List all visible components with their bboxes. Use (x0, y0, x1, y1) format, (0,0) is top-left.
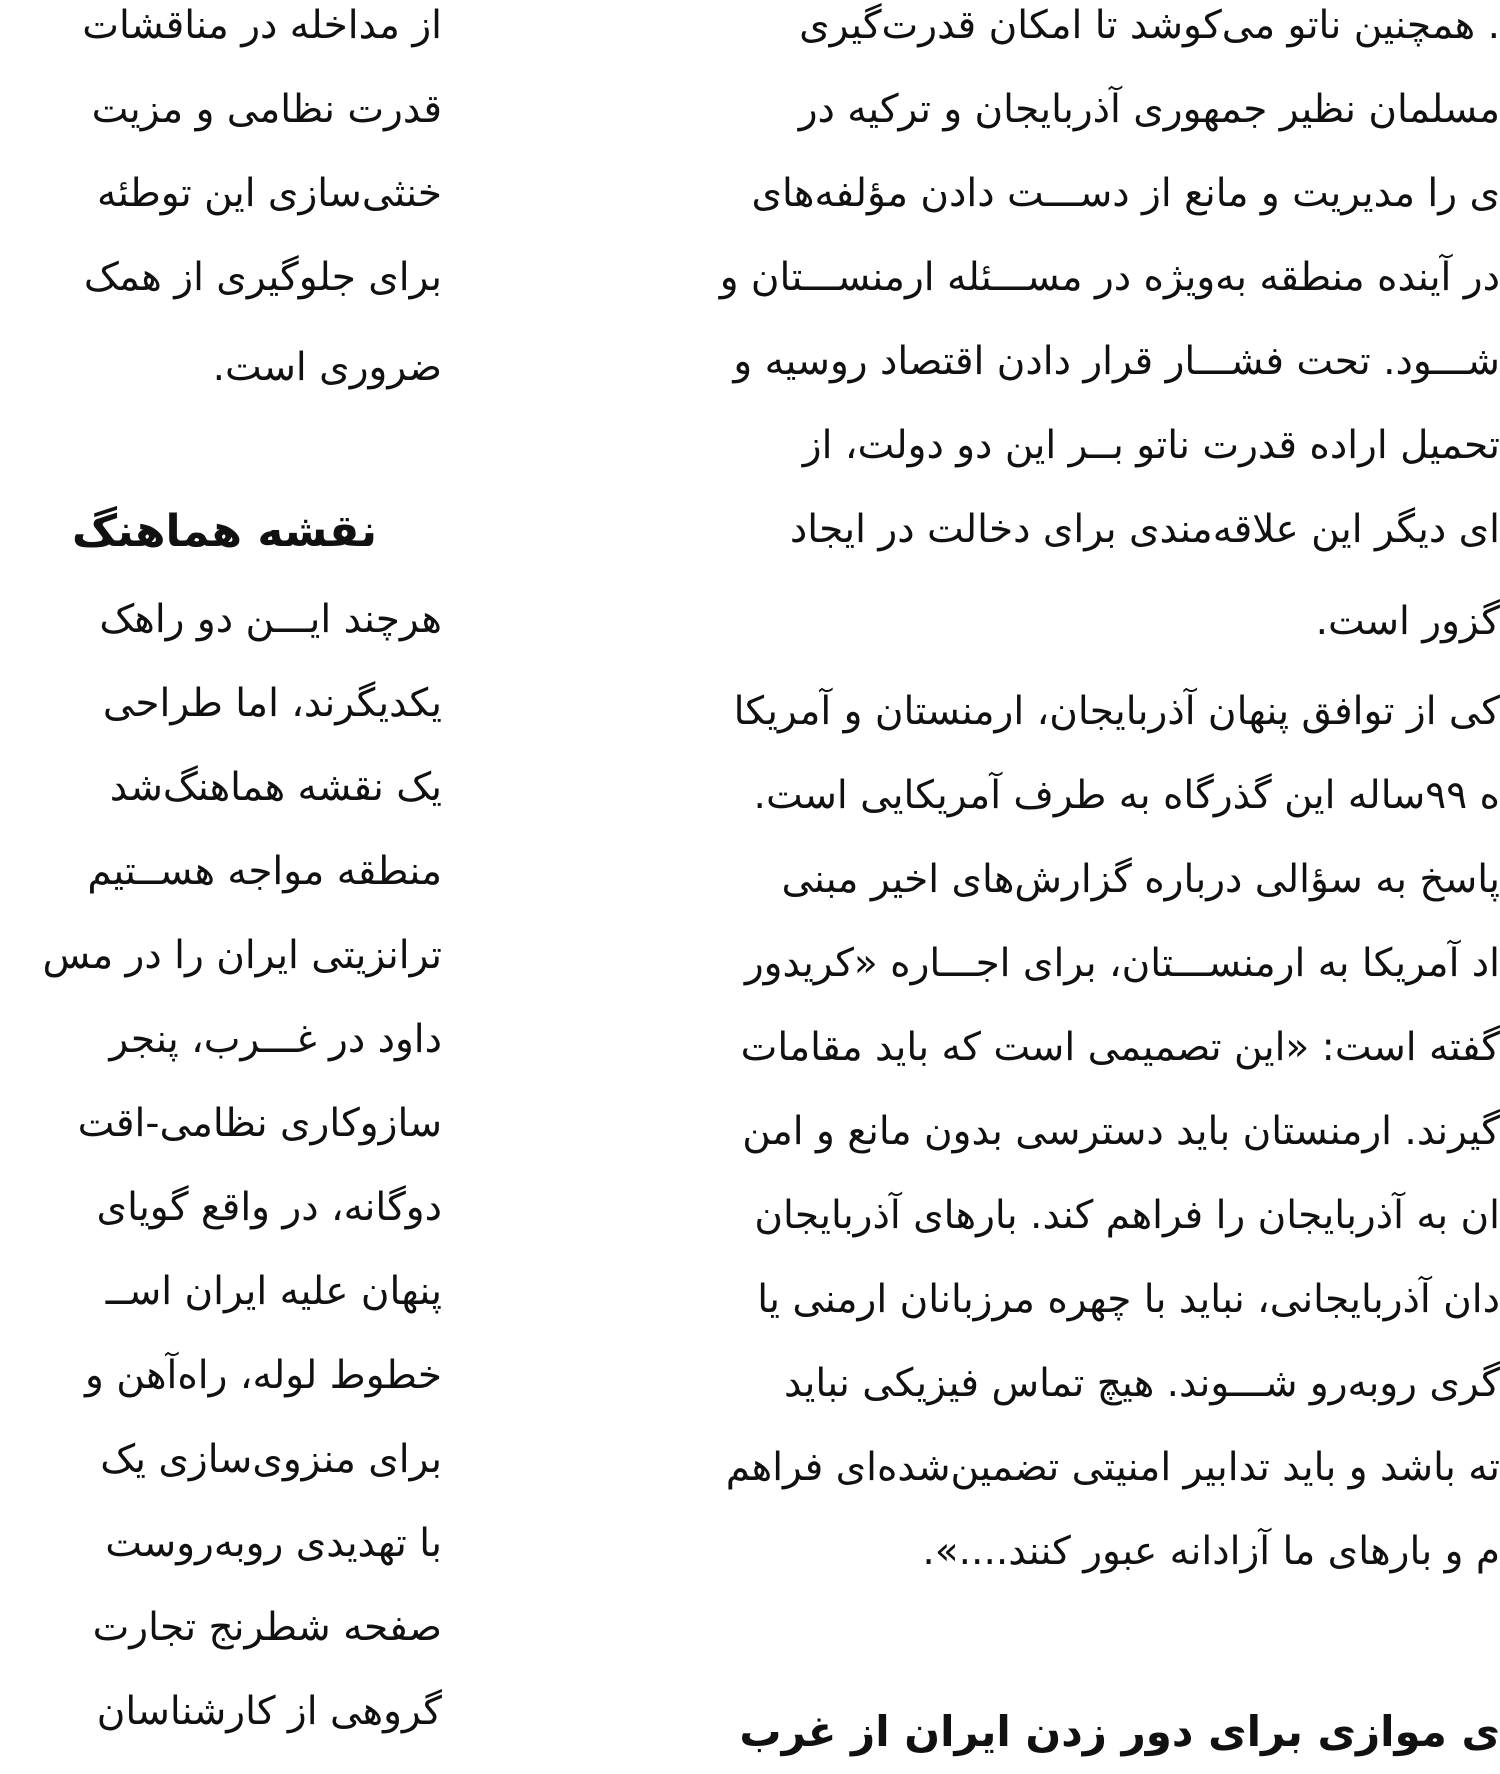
right-para2-line: دان آذربایجانی، نباید با چهره مرزبانان ارمنی یا (757, 1258, 1500, 1342)
left-para2-line: ترانزیتی ایران را در مس (43, 914, 442, 998)
right-para1-line: گزور است. (1316, 580, 1500, 664)
left-para2-line: پنهان علیه ایران اســ (106, 1250, 442, 1334)
right-para1-line: . همچنین ناتو می‌کوشد تا امکان قدرت‌گیری (799, 0, 1500, 68)
left-para2-line: صفحه شطرنج تجارت (93, 1586, 442, 1670)
left-para2-line: با تهدیدی روبه‌روست (105, 1502, 442, 1586)
right-para1-line: شـــود. تحت فشـــار قرار دادن اقتصاد روسیه و (733, 320, 1500, 404)
right-para2-line: اد آمریکا به ارمنســـتان، برای اجـــاره «کریدور (745, 922, 1500, 1006)
section-heading-right: ی موازی برای دور زدن ایران از غرب (739, 1690, 1500, 1774)
left-para1-line: خنثی‌سازی این توطئه (97, 152, 442, 236)
right-para1-line: ای دیگر این علاقه‌مندی برای دخالت در ایجاد (790, 488, 1500, 572)
left-para2-line: هرچند ایـــن دو راهک (99, 578, 442, 662)
right-para2-line: ه ۹۹ساله این گذرگاه به طرف آمریکایی است. (754, 754, 1500, 838)
left-para2-line: دوگانه، در واقع گویای (97, 1166, 442, 1250)
right-para2-line: ته باشد و باید تدابیر امنیتی تضمین‌شده‌ای فراهم (726, 1426, 1500, 1510)
left-para2-line: یکدیگرند، اما طراحی (103, 662, 442, 746)
left-para2-line: خطوط لوله، راه‌آهن و (85, 1334, 442, 1418)
right-para1-line: در آینده منطقه به‌ویژه در مســـئله ارمنســـتان و (720, 236, 1500, 320)
left-para1-line: برای جلوگیری از همک (84, 236, 442, 320)
right-para2-line: گری روبه‌رو شـــوند. هیچ تماس فیزیکی نباید (784, 1342, 1500, 1426)
left-para2-line: برای منزوی‌سازی یک (100, 1418, 442, 1502)
right-para2-line: گیرند. ارمنستان باید دسترسی بدون مانع و امن (742, 1090, 1500, 1174)
left-para1-line: ضروری است. (213, 326, 442, 410)
left-para2-line: منطقه مواجه هســتیم (87, 830, 442, 914)
right-para2-line: گفته است: «این تصمیمی است که باید مقامات (741, 1006, 1500, 1090)
section-heading-left: نقشه هماهنگ (72, 490, 377, 574)
right-para2-line: پاسخ به سؤالی درباره گزارش‌های اخیر مبنی (782, 838, 1500, 922)
right-para2-line: کی از توافق پنهان آذربایجان، ارمنستان و آمریکا (734, 670, 1500, 754)
right-para1-line: مسلمان نظیر جمهوری آذربایجان و ترکیه در (799, 68, 1500, 152)
left-para2-line: سازوکاری نظامی-اقت (78, 1082, 442, 1166)
left-para2-line: یک نقشه هماهنگ‌شد (110, 746, 442, 830)
left-para2-line: داود در غـــرب، پنجر (109, 998, 442, 1082)
right-para1-line: تحمیل اراده قدرت ناتو بــر این دو دولت، از (803, 404, 1500, 488)
right-para1-line: ی را مدیریت و مانع از دســـت دادن مؤلفه‌های (751, 152, 1500, 236)
right-para2-line: م و بارهای ما آزادانه عبور کنند....». (922, 1510, 1500, 1594)
left-para1-line: از مداخله در مناقشات (82, 0, 442, 68)
left-para2-line: گروهی از کارشناسان (97, 1670, 442, 1754)
left-para1-line: قدرت نظامی و مزیت (92, 68, 442, 152)
right-para2-line: ان به آذربایجان را فراهم کند. بارهای آذربایجان (754, 1174, 1500, 1258)
